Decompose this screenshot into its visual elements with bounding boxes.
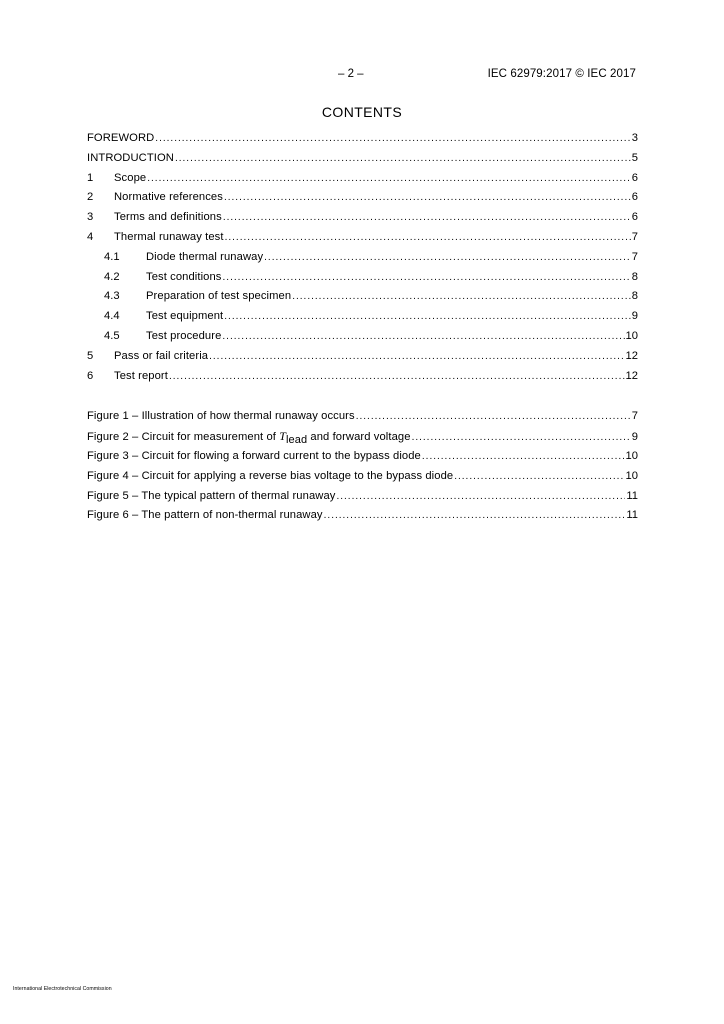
toc-entry-thermal-runaway-test[interactable] xyxy=(87,228,638,248)
toc-entry-page: 7 xyxy=(631,230,638,243)
dot-leader xyxy=(209,347,624,367)
toc-entry-page: 12 xyxy=(625,369,638,382)
document-identifier: IEC 62979:2017 © IEC 2017 xyxy=(487,68,636,80)
toc-entry-test-report[interactable] xyxy=(87,367,638,387)
toc-entry-label: Preparation of test specimen xyxy=(146,290,292,303)
toc-entry-figure-6[interactable] xyxy=(87,506,638,526)
toc-entry-number: 4.2 xyxy=(104,270,120,283)
toc-entry-page: 7 xyxy=(631,410,638,423)
toc-entry-page: 11 xyxy=(626,509,638,522)
toc-entry-test-procedure[interactable] xyxy=(87,327,638,347)
toc-entry-number: 4.3 xyxy=(104,290,120,303)
toc-entry-number: 2 xyxy=(87,191,94,204)
dot-leader xyxy=(175,149,631,169)
toc-entry-page: 6 xyxy=(631,191,638,204)
dot-leader xyxy=(454,467,624,487)
toc-entry-number: 6 xyxy=(87,369,94,382)
dot-leader xyxy=(223,268,631,288)
toc-entry-number: 4.1 xyxy=(104,250,120,263)
toc-entry-page: 9 xyxy=(631,310,638,323)
dot-leader xyxy=(422,447,625,467)
dot-leader xyxy=(169,367,625,387)
toc-entry-number: 4 xyxy=(87,230,94,243)
toc-entry-scope[interactable] xyxy=(87,169,638,189)
toc-entry-page: 10 xyxy=(625,329,638,342)
page-number: – 2 – xyxy=(338,68,364,80)
toc-entry-label: Test report xyxy=(114,369,168,382)
toc-entry-preparation-of-test-specimen[interactable] xyxy=(87,287,638,307)
toc-entry-terms-and-definitions[interactable] xyxy=(87,208,638,228)
dot-leader xyxy=(336,487,625,507)
toc-entry-page: 12 xyxy=(625,349,638,362)
toc-entry-figure-3[interactable] xyxy=(87,447,638,467)
toc-entry-pass-or-fail-criteria[interactable] xyxy=(87,347,638,367)
toc-entry-number: 1 xyxy=(87,171,94,184)
dot-leader xyxy=(147,169,631,189)
toc-entry-label: Terms and definitions xyxy=(114,211,222,224)
toc-entry-label: Normative references xyxy=(114,191,223,204)
figure-label-text: Figure 2 – Circuit for measurement of xyxy=(87,431,280,444)
toc-entry-page: 8 xyxy=(631,270,638,283)
symbol-t: T xyxy=(279,429,286,444)
toc-entry-label: Test procedure xyxy=(146,329,222,342)
dot-leader xyxy=(224,188,631,208)
toc-entry-page: 5 xyxy=(631,151,638,164)
toc-entry-label: Test equipment xyxy=(146,310,224,323)
symbol-subscript: lead xyxy=(285,434,308,447)
dot-leader xyxy=(412,428,631,448)
toc-entry-page: 11 xyxy=(626,489,638,502)
toc-entry-label: FOREWORD xyxy=(87,132,155,144)
dot-leader xyxy=(264,248,631,268)
toc-entry-introduction[interactable] xyxy=(87,149,638,169)
dot-leader xyxy=(223,208,631,228)
figure-entry-label: Figure 4 – Circuit for applying a reverse bias voltage to the bypass diode xyxy=(87,469,454,482)
figure-entry-label: Figure 5 – The typical pattern of thermal runaway xyxy=(87,489,336,502)
toc-entry-figure-2[interactable] xyxy=(87,427,638,447)
toc-entry-number: 4.4 xyxy=(104,310,120,323)
toc-entry-page: 3 xyxy=(631,132,638,144)
figure-label-text: and forward voltage xyxy=(307,431,411,444)
table-of-contents xyxy=(87,129,638,526)
toc-entry-figure-1[interactable] xyxy=(87,407,638,427)
toc-entry-label: Test conditions xyxy=(146,270,222,283)
toc-entry-figure-5[interactable] xyxy=(87,487,638,507)
toc-entry-number: 4.5 xyxy=(104,329,120,342)
dot-leader xyxy=(224,307,630,327)
contents-title: CONTENTS xyxy=(321,104,403,120)
toc-entry-figure-4[interactable] xyxy=(87,467,638,487)
toc-entry-label: Scope xyxy=(114,171,147,184)
dot-leader xyxy=(225,228,631,248)
dot-leader xyxy=(292,287,631,307)
toc-entry-page: 10 xyxy=(625,449,638,462)
toc-entry-number: 3 xyxy=(87,211,94,224)
toc-entry-page: 6 xyxy=(631,211,638,224)
dot-leader xyxy=(324,506,626,526)
toc-entry-label: Thermal runaway test xyxy=(114,230,224,243)
toc-entry-label: Pass or fail criteria xyxy=(114,349,209,362)
footer-publisher: International Electrotechnical Commission xyxy=(13,986,112,992)
toc-entry-test-equipment[interactable] xyxy=(87,307,638,327)
toc-entry-page: 7 xyxy=(631,250,638,263)
toc-entry-diode-thermal-runaway[interactable] xyxy=(87,248,638,268)
figure-entry-label: Figure 6 – The pattern of non-thermal runaway xyxy=(87,509,323,522)
dot-leader xyxy=(222,327,624,347)
dot-leader xyxy=(356,407,631,427)
toc-entry-page: 9 xyxy=(631,431,638,444)
toc-entry-foreword[interactable] xyxy=(87,129,638,149)
toc-entry-page: 8 xyxy=(631,290,638,303)
toc-entry-number: 5 xyxy=(87,349,94,362)
figure-entry-label: Figure 1 – Illustration of how thermal runaway occurs xyxy=(87,410,355,423)
toc-entry-page: 6 xyxy=(631,171,638,184)
toc-entry-page: 10 xyxy=(625,469,638,482)
toc-entry-normative-references[interactable] xyxy=(87,188,638,208)
toc-entry-label: INTRODUCTION xyxy=(87,151,174,164)
figure-entry-label: Figure 3 – Circuit for flowing a forward current to the bypass diode xyxy=(87,449,421,462)
dot-leader xyxy=(155,129,630,149)
toc-entry-test-conditions[interactable] xyxy=(87,268,638,288)
toc-entry-label: Diode thermal runaway xyxy=(146,250,264,263)
